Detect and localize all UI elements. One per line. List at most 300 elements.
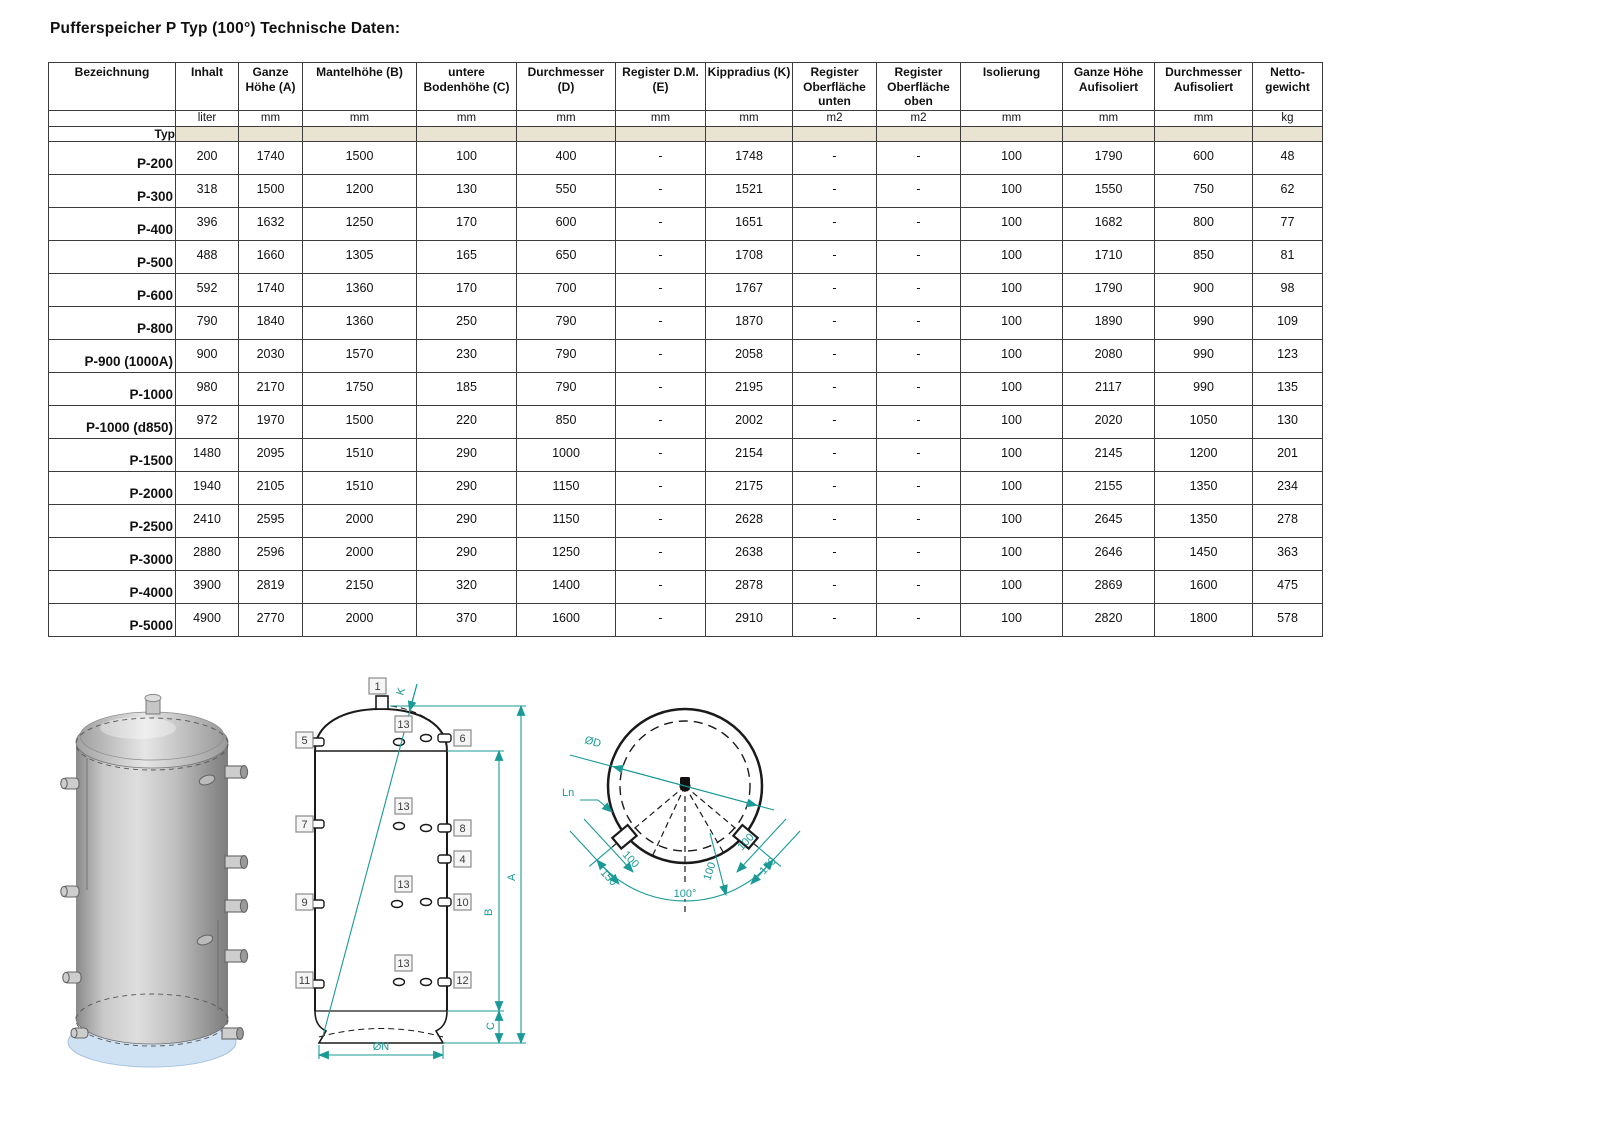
value-cell: 2145 (1063, 438, 1155, 471)
value-cell: 2878 (706, 570, 793, 603)
value-cell: 2628 (706, 504, 793, 537)
value-cell: 990 (1155, 306, 1253, 339)
value-cell: 550 (517, 174, 616, 207)
value-cell: - (616, 372, 706, 405)
connection-box-13b (395, 798, 412, 814)
typ-fill-cell (417, 126, 517, 141)
value-cell: - (877, 174, 961, 207)
value-cell: 2020 (1063, 405, 1155, 438)
value-cell: 2002 (706, 405, 793, 438)
value-cell: 290 (417, 438, 517, 471)
value-cell: 972 (176, 405, 239, 438)
value-cell: 77 (1253, 207, 1323, 240)
value-cell: - (616, 537, 706, 570)
value-cell: 290 (417, 504, 517, 537)
value-cell: 1651 (706, 207, 793, 240)
value-cell: - (616, 504, 706, 537)
value-cell: 1500 (239, 174, 303, 207)
value-cell: 201 (1253, 438, 1323, 471)
value-cell: 1870 (706, 306, 793, 339)
row-label: P-500 (49, 240, 176, 273)
value-cell: 990 (1155, 339, 1253, 372)
front-view-drawing (295, 676, 540, 1074)
value-cell: 100 (961, 207, 1063, 240)
tank-photo (60, 680, 250, 1080)
connection-box-7 (296, 816, 313, 832)
value-cell: 2175 (706, 471, 793, 504)
value-cell: 1305 (303, 240, 417, 273)
value-cell: 100 (961, 141, 1063, 174)
value-cell: 1710 (1063, 240, 1155, 273)
dim-label-b: B (483, 908, 495, 916)
value-cell: 100 (961, 405, 1063, 438)
row-label: P-300 (49, 174, 176, 207)
connection-box-1 (369, 678, 386, 694)
value-cell: - (877, 273, 961, 306)
value-cell: 250 (417, 306, 517, 339)
value-cell: 2080 (1063, 339, 1155, 372)
value-cell: 1740 (239, 273, 303, 306)
value-cell: 1600 (517, 603, 616, 636)
row-label: P-4000 (49, 570, 176, 603)
svg-text:5: 5 (301, 735, 308, 747)
value-cell: 100 (961, 372, 1063, 405)
tank-top-nozzle (145, 694, 161, 714)
column-header: Register D.M. (E) (616, 63, 706, 111)
connection-box-4 (454, 851, 471, 867)
value-cell: 790 (517, 372, 616, 405)
typ-fill-cell (176, 126, 239, 141)
value-cell: 980 (176, 372, 239, 405)
value-cell: - (877, 306, 961, 339)
connection-box-10 (454, 894, 471, 910)
row-label: P-2500 (49, 504, 176, 537)
value-cell: 1708 (706, 240, 793, 273)
column-header: Inhalt (176, 63, 239, 111)
value-cell: - (877, 207, 961, 240)
value-cell: 100 (961, 240, 1063, 273)
top-view-drawing (540, 683, 840, 983)
value-cell: 185 (417, 372, 517, 405)
value-cell: 81 (1253, 240, 1323, 273)
table-row (49, 372, 1323, 405)
value-cell: - (877, 537, 961, 570)
typ-row (49, 126, 1323, 141)
row-label: P-1000 (49, 372, 176, 405)
value-cell: 290 (417, 537, 517, 570)
value-cell: 109 (1253, 306, 1323, 339)
column-header: Ganze Höhe Aufisoliert (1063, 63, 1155, 111)
value-cell: 1000 (517, 438, 616, 471)
typ-fill-cell (239, 126, 303, 141)
value-cell: - (877, 405, 961, 438)
value-cell: 2030 (239, 339, 303, 372)
typ-fill-cell (1063, 126, 1155, 141)
value-cell: 2155 (1063, 471, 1155, 504)
value-cell: - (793, 240, 877, 273)
unit-cell: kg (1253, 110, 1323, 126)
svg-text:6: 6 (459, 733, 466, 745)
value-cell: - (616, 339, 706, 372)
value-cell: - (793, 537, 877, 570)
unit-cell: mm (417, 110, 517, 126)
typ-fill-cell (706, 126, 793, 141)
value-cell: 1510 (303, 471, 417, 504)
typ-fill-cell (793, 126, 877, 141)
value-cell: 1632 (239, 207, 303, 240)
table-row (49, 471, 1323, 504)
svg-text:9: 9 (301, 897, 308, 909)
table-body (49, 126, 1323, 636)
value-cell: - (793, 438, 877, 471)
value-cell: 800 (1155, 207, 1253, 240)
value-cell: 1970 (239, 405, 303, 438)
value-cell: 700 (517, 273, 616, 306)
unit-cell: liter (176, 110, 239, 126)
row-label: P-1500 (49, 438, 176, 471)
value-cell: 592 (176, 273, 239, 306)
table-row (49, 438, 1323, 471)
value-cell: 600 (517, 207, 616, 240)
value-cell: 100 (961, 174, 1063, 207)
value-cell: - (616, 471, 706, 504)
value-cell: 2000 (303, 504, 417, 537)
value-cell: 1350 (1155, 504, 1253, 537)
dim-label-right-outer: 150 (757, 855, 779, 878)
value-cell: 200 (176, 141, 239, 174)
technical-data-table (48, 62, 1323, 637)
dim-label-left-inner: 100 (619, 848, 642, 871)
value-cell: 1050 (1155, 405, 1253, 438)
table-row (49, 504, 1323, 537)
column-header: Isolierung (961, 63, 1063, 111)
value-cell: 123 (1253, 339, 1323, 372)
value-cell: 850 (1155, 240, 1253, 273)
unit-cell: mm (961, 110, 1063, 126)
value-cell: 990 (1155, 372, 1253, 405)
value-cell: 1250 (303, 207, 417, 240)
value-cell: 1521 (706, 174, 793, 207)
column-header: Mantelhöhe (B) (303, 63, 417, 111)
value-cell: 130 (417, 174, 517, 207)
connection-box-12 (454, 972, 471, 988)
connection-box-13d (395, 955, 412, 971)
row-label: P-900 (1000A) (49, 339, 176, 372)
value-cell: 2095 (239, 438, 303, 471)
value-cell: 1600 (1155, 570, 1253, 603)
value-cell: 278 (1253, 504, 1323, 537)
value-cell: 2117 (1063, 372, 1155, 405)
value-cell: 1790 (1063, 273, 1155, 306)
value-cell: 165 (417, 240, 517, 273)
value-cell: 2869 (1063, 570, 1155, 603)
value-cell: 2880 (176, 537, 239, 570)
svg-text:4: 4 (459, 854, 466, 866)
unit-cell (49, 110, 176, 126)
typ-fill-cell (517, 126, 616, 141)
value-cell: - (877, 504, 961, 537)
unit-cell: mm (239, 110, 303, 126)
value-cell: 100 (961, 504, 1063, 537)
dim-label-ln: Ln (562, 787, 575, 799)
value-cell: - (793, 372, 877, 405)
unit-cell: mm (706, 110, 793, 126)
value-cell: 1940 (176, 471, 239, 504)
value-cell: - (877, 438, 961, 471)
table-row (49, 405, 1323, 438)
dim-label-dn: ØN (372, 1041, 390, 1053)
dim-label-a: A (506, 873, 518, 881)
value-cell: - (793, 174, 877, 207)
connection-box-9 (296, 894, 313, 910)
svg-text:8: 8 (459, 823, 466, 835)
value-cell: 1790 (1063, 141, 1155, 174)
value-cell: - (616, 405, 706, 438)
page-title: Pufferspeicher P Typ (100°) Technische Daten: (50, 20, 401, 37)
table-row (49, 603, 1323, 636)
value-cell: 2000 (303, 603, 417, 636)
value-cell: 1150 (517, 504, 616, 537)
value-cell: 100 (417, 141, 517, 174)
value-cell: - (793, 603, 877, 636)
value-cell: 1500 (303, 141, 417, 174)
value-cell: 100 (961, 603, 1063, 636)
value-cell: - (616, 570, 706, 603)
row-label: P-600 (49, 273, 176, 306)
svg-text:1: 1 (374, 681, 381, 693)
svg-text:13: 13 (397, 719, 410, 731)
value-cell: 2058 (706, 339, 793, 372)
value-cell: 370 (417, 603, 517, 636)
value-cell: 170 (417, 273, 517, 306)
table-head (49, 63, 1323, 127)
value-cell: - (793, 504, 877, 537)
value-cell: 1740 (239, 141, 303, 174)
value-cell: - (877, 570, 961, 603)
value-cell: 363 (1253, 537, 1323, 570)
value-cell: 100 (961, 306, 1063, 339)
unit-cell: mm (616, 110, 706, 126)
value-cell: 1570 (303, 339, 417, 372)
column-header: Netto-gewicht (1253, 63, 1323, 111)
table-row (49, 174, 1323, 207)
value-cell: 1890 (1063, 306, 1155, 339)
svg-text:13: 13 (397, 958, 410, 970)
value-cell: 1450 (1155, 537, 1253, 570)
value-cell: 1748 (706, 141, 793, 174)
unit-cell: mm (1155, 110, 1253, 126)
column-header: untere Bodenhöhe (C) (417, 63, 517, 111)
value-cell: 234 (1253, 471, 1323, 504)
value-cell: 48 (1253, 141, 1323, 174)
value-cell: 4900 (176, 603, 239, 636)
table-row (49, 339, 1323, 372)
column-header: Register Oberfläche unten (793, 63, 877, 111)
table-row (49, 207, 1323, 240)
value-cell: 1750 (303, 372, 417, 405)
value-cell: - (877, 372, 961, 405)
value-cell: 2000 (303, 537, 417, 570)
row-label: P-400 (49, 207, 176, 240)
column-header: Ganze Höhe (A) (239, 63, 303, 111)
value-cell: 2819 (239, 570, 303, 603)
value-cell: 100 (961, 471, 1063, 504)
row-label: P-3000 (49, 537, 176, 570)
value-cell: 1550 (1063, 174, 1155, 207)
value-cell: 2154 (706, 438, 793, 471)
value-cell: - (616, 438, 706, 471)
value-cell: 1767 (706, 273, 793, 306)
column-header: Kippradius (K) (706, 63, 793, 111)
value-cell: 1350 (1155, 471, 1253, 504)
unit-cell: mm (1063, 110, 1155, 126)
value-cell: - (616, 141, 706, 174)
row-label: P-5000 (49, 603, 176, 636)
typ-fill-cell (877, 126, 961, 141)
typ-fill-cell (616, 126, 706, 141)
value-cell: - (877, 339, 961, 372)
value-cell: 488 (176, 240, 239, 273)
value-cell: 318 (176, 174, 239, 207)
value-cell: 790 (176, 306, 239, 339)
value-cell: 1500 (303, 405, 417, 438)
typ-label: Typ (49, 126, 176, 141)
value-cell: 170 (417, 207, 517, 240)
value-cell: - (877, 141, 961, 174)
value-cell: 100 (961, 273, 1063, 306)
column-header: Register Oberfläche oben (877, 63, 961, 111)
connection-box-11 (296, 972, 313, 988)
svg-text:10: 10 (456, 897, 469, 909)
row-label: P-200 (49, 141, 176, 174)
column-header: Durchmesser Aufisoliert (1155, 63, 1253, 111)
value-cell: 3900 (176, 570, 239, 603)
value-cell: 2646 (1063, 537, 1155, 570)
table-row (49, 570, 1323, 603)
value-cell: 320 (417, 570, 517, 603)
value-cell: 790 (517, 306, 616, 339)
value-cell: 396 (176, 207, 239, 240)
connection-box-6 (454, 730, 471, 746)
value-cell: 578 (1253, 603, 1323, 636)
value-cell: 2645 (1063, 504, 1155, 537)
value-cell: - (793, 141, 877, 174)
value-cell: - (877, 603, 961, 636)
value-cell: 2820 (1063, 603, 1155, 636)
unit-cell: mm (303, 110, 417, 126)
value-cell: 2595 (239, 504, 303, 537)
value-cell: 600 (1155, 141, 1253, 174)
value-cell: 900 (1155, 273, 1253, 306)
value-cell: 650 (517, 240, 616, 273)
value-cell: 900 (176, 339, 239, 372)
value-cell: - (616, 207, 706, 240)
tank-body (76, 712, 228, 1046)
value-cell: 2596 (239, 537, 303, 570)
value-cell: 1200 (1155, 438, 1253, 471)
value-cell: 98 (1253, 273, 1323, 306)
value-cell: 100 (961, 570, 1063, 603)
value-cell: 220 (417, 405, 517, 438)
value-cell: - (877, 240, 961, 273)
value-cell: 1150 (517, 471, 616, 504)
table-row (49, 141, 1323, 174)
value-cell: 2150 (303, 570, 417, 603)
angle-label: 100° (673, 888, 697, 900)
value-cell: 1682 (1063, 207, 1155, 240)
row-label: P-1000 (d850) (49, 405, 176, 438)
connection-box-13c (395, 876, 412, 892)
value-cell: 1800 (1155, 603, 1253, 636)
connection-box-5 (296, 732, 313, 748)
value-cell: 790 (517, 339, 616, 372)
value-cell: - (793, 339, 877, 372)
svg-text:12: 12 (456, 975, 469, 987)
row-label: P-2000 (49, 471, 176, 504)
unit-cell: mm (517, 110, 616, 126)
value-cell: 2770 (239, 603, 303, 636)
value-cell: 130 (1253, 405, 1323, 438)
value-cell: - (793, 570, 877, 603)
typ-fill-cell (1253, 126, 1323, 141)
value-cell: 850 (517, 405, 616, 438)
svg-text:7: 7 (301, 819, 308, 831)
dim-label-k: K (394, 686, 409, 697)
tank-top-outline (608, 709, 762, 913)
svg-text:13: 13 (397, 879, 410, 891)
value-cell: 2638 (706, 537, 793, 570)
table-row (49, 240, 1323, 273)
svg-text:13: 13 (397, 801, 410, 813)
column-header: Durchmesser (D) (517, 63, 616, 111)
value-cell: 750 (1155, 174, 1253, 207)
value-cell: 1400 (517, 570, 616, 603)
value-cell: 100 (961, 537, 1063, 570)
value-cell: - (793, 306, 877, 339)
unit-cell: m2 (877, 110, 961, 126)
value-cell: - (616, 603, 706, 636)
value-cell: 2105 (239, 471, 303, 504)
value-cell: 2195 (706, 372, 793, 405)
dim-label-diameter: ØD (583, 734, 603, 751)
value-cell: - (793, 207, 877, 240)
unit-cell: m2 (793, 110, 877, 126)
value-cell: 100 (961, 339, 1063, 372)
column-header: Bezeichnung (49, 63, 176, 111)
value-cell: - (793, 471, 877, 504)
dim-label-left-outer: 150 (597, 866, 620, 889)
value-cell: 400 (517, 141, 616, 174)
value-cell: 290 (417, 471, 517, 504)
row-label: P-800 (49, 306, 176, 339)
typ-fill-cell (303, 126, 417, 141)
typ-fill-cell (1155, 126, 1253, 141)
value-cell: 1200 (303, 174, 417, 207)
dim-label-right-inner: 100 (735, 831, 757, 854)
svg-text:11: 11 (298, 975, 311, 987)
value-cell: 2170 (239, 372, 303, 405)
value-cell: 1250 (517, 537, 616, 570)
value-cell: 1660 (239, 240, 303, 273)
value-cell: - (616, 174, 706, 207)
value-cell: 475 (1253, 570, 1323, 603)
value-cell: 135 (1253, 372, 1323, 405)
connection-box-8 (454, 820, 471, 836)
value-cell: 230 (417, 339, 517, 372)
value-cell: 62 (1253, 174, 1323, 207)
connection-box-13a (395, 716, 412, 732)
value-cell: - (793, 273, 877, 306)
